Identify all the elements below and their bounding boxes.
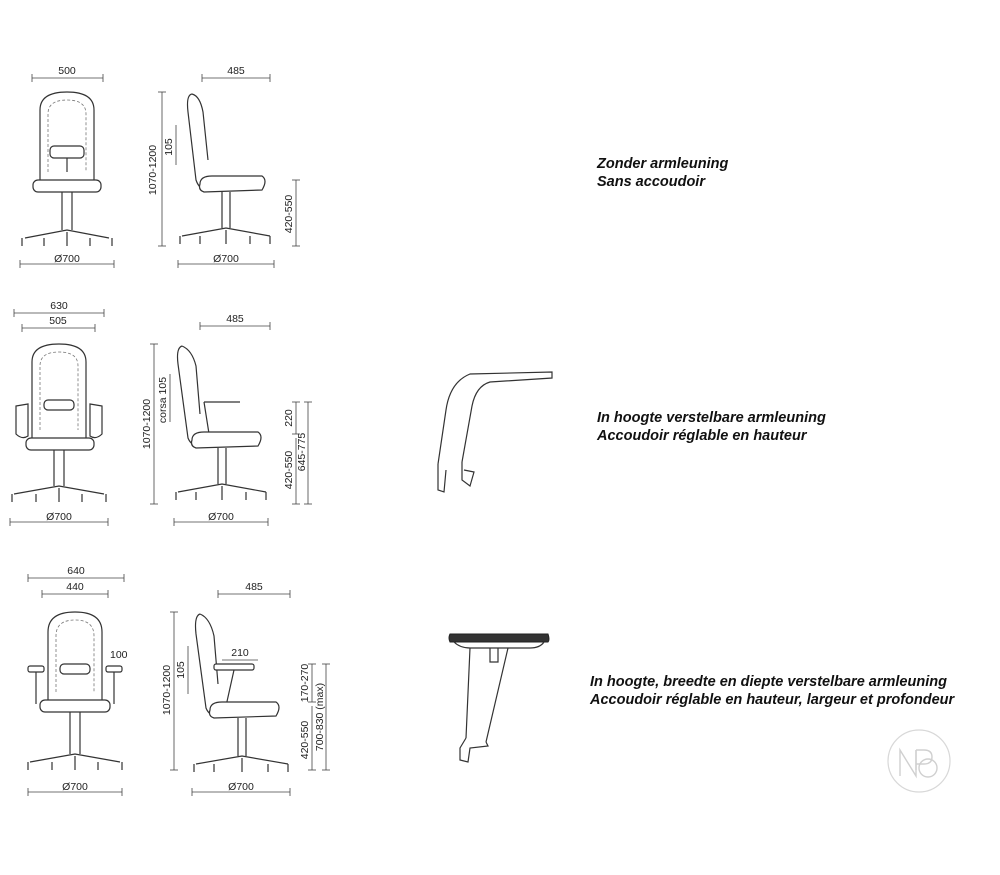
- row2-side-arm-height-label: 645-775: [296, 432, 308, 472]
- row2-side-base-label: Ø700: [208, 511, 234, 523]
- row3-side-base-label: Ø700: [228, 781, 254, 793]
- row3-front-base-label: Ø700: [62, 781, 88, 793]
- row3-front-width-label: 440: [66, 581, 84, 593]
- row3-armrest-detail: [449, 634, 549, 762]
- row3-front-view: [28, 565, 128, 796]
- row2-caption: [597, 409, 826, 445]
- row1-front-base-label: Ø700: [54, 253, 80, 265]
- row3-caption: [590, 673, 954, 709]
- row1-front-view: [20, 65, 114, 268]
- row2-side-height-label: 1070-1200: [141, 398, 153, 450]
- row2-side-lumbar-label: corsa 105: [157, 376, 169, 424]
- row1-front-width-label: 500: [58, 65, 76, 77]
- npo-logo: [886, 728, 952, 794]
- row2-front-base-label: Ø700: [46, 511, 72, 523]
- row3-caption-fr: Accoudoir réglable en hauteur, largeur et profondeur: [590, 692, 955, 708]
- row2-caption-nl: In hoogte verstelbare armleuning: [597, 410, 826, 426]
- row2-caption-fr: Accoudoir réglable en hauteur: [597, 428, 807, 444]
- row2-front-width-label: 505: [49, 315, 67, 327]
- row3-front-armpad-label: 100: [110, 649, 128, 661]
- row3-side-arm-gap-label: 170-270: [299, 663, 311, 703]
- row2-side-arm-gap-label: 220: [283, 409, 295, 427]
- row3-caption-nl: In hoogte, breedte en diepte verstelbare armleuning: [590, 674, 947, 690]
- row1-side-seat-label: 420-550: [283, 194, 295, 234]
- row2-armrest-detail: [438, 372, 552, 492]
- row2-side-view: [141, 313, 312, 526]
- row3-side-view: [161, 581, 330, 796]
- row3-front-outer-width-label: 640: [67, 565, 85, 577]
- row3-side-arm-height-label: 700-830 (max): [314, 682, 326, 752]
- row1-side-lumbar-label: 105: [163, 138, 175, 156]
- row2-side-seat-label: 420-550: [283, 450, 295, 490]
- row1-side-view: [147, 65, 300, 268]
- row1-side-base-label: Ø700: [213, 253, 239, 265]
- row3-side-arm-depth-label: 210: [231, 647, 249, 659]
- row3-side-seat-label: 420-550: [299, 720, 311, 760]
- row3-side-lumbar-label: 105: [175, 661, 187, 679]
- row2-front-outer-width-label: 630: [50, 300, 68, 312]
- row2-side-depth-label: 485: [226, 313, 244, 325]
- row1-caption-fr: Sans accoudoir: [597, 174, 705, 190]
- row3-side-height-label: 1070-1200: [161, 664, 173, 716]
- row1-side-height-label: 1070-1200: [147, 144, 159, 196]
- row1-side-depth-label: 485: [227, 65, 245, 77]
- row2-front-view: [10, 300, 108, 526]
- row3-side-depth-label: 485: [245, 581, 263, 593]
- row1-caption-nl: Zonder armleuning: [597, 156, 729, 172]
- row1-caption: [597, 155, 728, 191]
